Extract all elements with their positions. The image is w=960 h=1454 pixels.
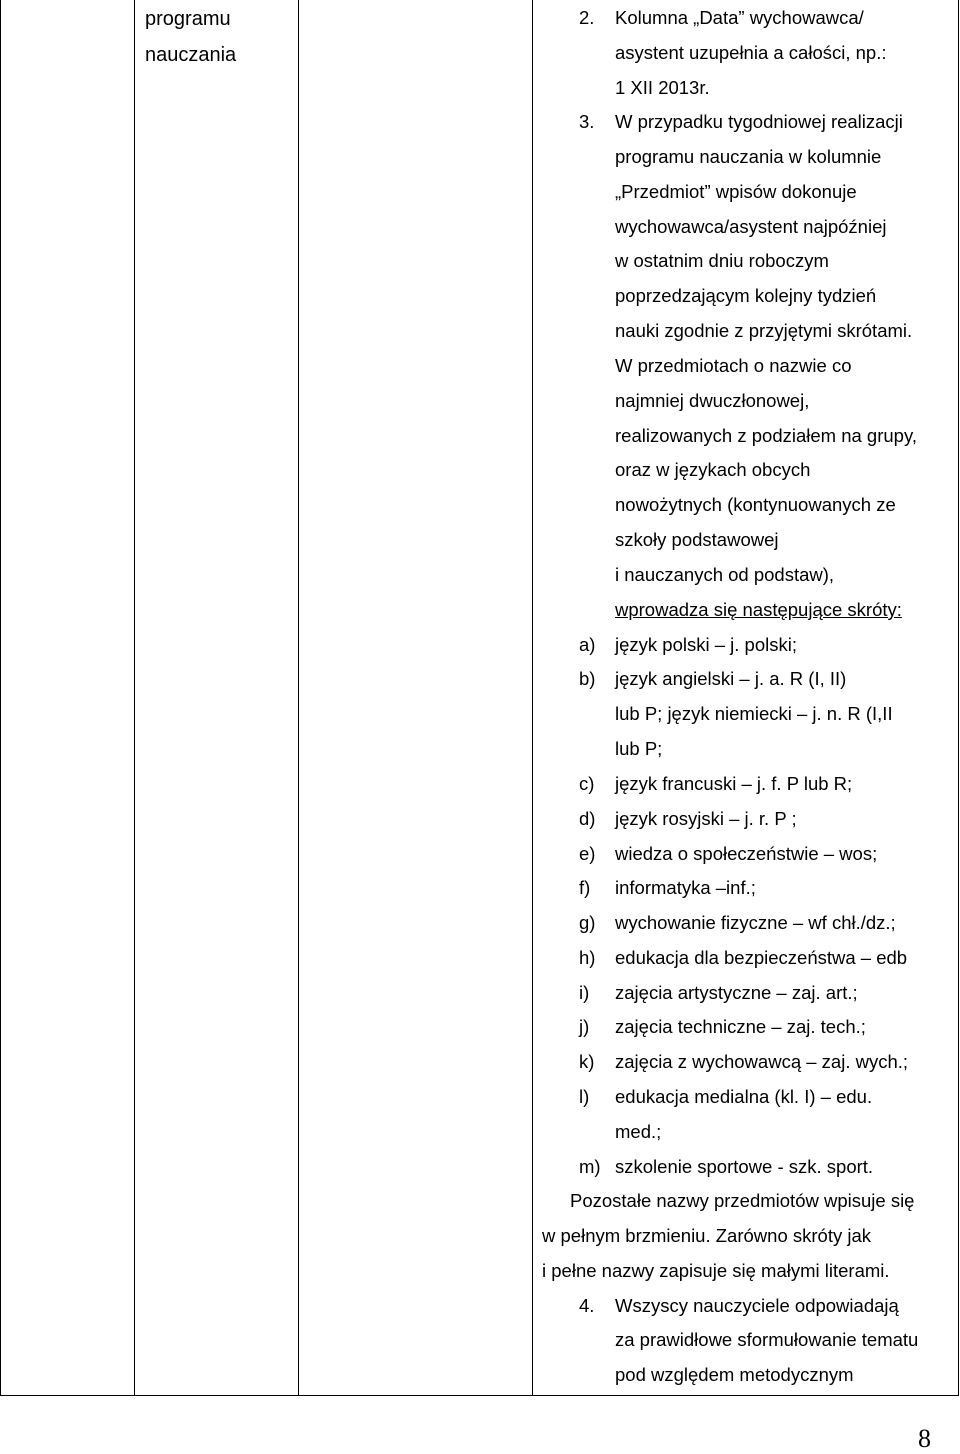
abbr-text: zajęcia techniczne – zaj. tech.; [615, 1016, 866, 1037]
abbr-text: informatyka –inf.; [615, 877, 756, 898]
abbr-letter: l) [579, 1086, 590, 1107]
item2-line: Kolumna „Data” wychowawca/ [615, 7, 864, 28]
item3-number: 3. [579, 111, 595, 132]
item3-line: W przedmiotach o nazwie co [615, 355, 852, 376]
item4-line: Wszyscy nauczyciele odpowiadają [615, 1295, 899, 1316]
table-border-left [0, 0, 1, 1396]
abbr-text: szkolenie sportowe - szk. sport. [615, 1156, 874, 1177]
item4-number: 4. [579, 1295, 595, 1316]
paragraph-line: w pełnym brzmieniu. Zarówno skróty jak [542, 1225, 871, 1246]
item3-line: „Przedmiot” wpisów dokonuje [615, 181, 857, 202]
abbr-text: med.; [615, 1121, 662, 1142]
table-border-bottom [0, 1395, 959, 1396]
abbr-text: zajęcia artystyczne – zaj. art.; [615, 982, 858, 1003]
item3-line: realizowanych z podziałem na grupy, [615, 425, 917, 446]
abbr-letter: j) [579, 1016, 590, 1037]
item3-line: nowożytnych (kontynuowanych ze [615, 494, 896, 515]
item2-line: 1 XII 2013r. [615, 77, 710, 98]
abbr-text: edukacja medialna (kl. I) – edu. [615, 1086, 873, 1107]
abbr-text: lub P; język niemiecki – j. n. R (I,II [615, 703, 893, 724]
abbr-text: lub P; [615, 738, 663, 759]
left-cell-line-1: programu [145, 8, 231, 30]
item3-line: poprzedzającym kolejny tydzień [615, 285, 877, 306]
table-divider-2 [298, 0, 299, 1396]
abbr-text: zajęcia z wychowawcą – zaj. wych.; [615, 1051, 909, 1072]
item3-line: nauki zgodnie z przyjętymi skrótami. [615, 320, 913, 341]
page-number: 8 [918, 1424, 931, 1453]
abbr-letter: f) [579, 877, 591, 898]
abbr-text: wychowanie fizyczne – wf chł./dz.; [615, 912, 896, 933]
paragraph-line: Pozostałe nazwy przedmiotów wpisuje się [570, 1190, 915, 1211]
item3-line: programu nauczania w kolumnie [615, 146, 882, 167]
item2-number: 2. [579, 7, 595, 28]
item3-line: najmniej dwuczłonowej, [615, 390, 810, 411]
abbr-letter: k) [579, 1051, 595, 1072]
abbr-text: wiedza o społeczeństwie – wos; [615, 843, 878, 864]
item3-line: w ostatnim dniu roboczym [615, 250, 829, 271]
abbr-text: język polski – j. polski; [615, 634, 797, 655]
item3-line: oraz w językach obcych [615, 459, 811, 480]
left-cell-line-2: nauczania [145, 44, 237, 66]
table-divider-3 [532, 0, 533, 1396]
item3-line-underlined: wprowadza się następujące skróty: [615, 599, 902, 620]
item2-line: asystent uzupełnia a całości, np.: [615, 42, 887, 63]
item3-line: szkoły podstawowej [615, 529, 779, 550]
abbr-letter: e) [579, 843, 596, 864]
abbr-letter: i) [579, 982, 590, 1003]
item3-line: i nauczanych od podstaw), [615, 564, 835, 585]
abbr-letter: g) [579, 912, 596, 933]
abbr-text: język rosyjski – j. r. P ; [615, 808, 797, 829]
abbr-letter: a) [579, 634, 596, 655]
abbr-letter: h) [579, 947, 596, 968]
abbr-letter: d) [579, 808, 596, 829]
abbr-text: język francuski – j. f. P lub R; [615, 773, 853, 794]
abbr-text: edukacja dla bezpieczeństwa – edb [615, 947, 908, 968]
item3-line: wychowawca/asystent najpóźniej [615, 216, 887, 237]
item3-line: W przypadku tygodniowej realizacji [615, 111, 903, 132]
abbr-letter: m) [579, 1156, 601, 1177]
abbr-letter: b) [579, 668, 596, 689]
item4-line: pod względem metodycznym [615, 1364, 854, 1385]
abbr-letter: c) [579, 773, 595, 794]
table-divider-1 [134, 0, 135, 1396]
paragraph-line: i pełne nazwy zapisuje się małymi literami. [542, 1260, 890, 1281]
table-border-right [958, 0, 959, 1396]
item4-line: za prawidłowe sformułowanie tematu [615, 1329, 919, 1350]
abbr-text: język angielski – j. a. R (I, II) [615, 668, 847, 689]
